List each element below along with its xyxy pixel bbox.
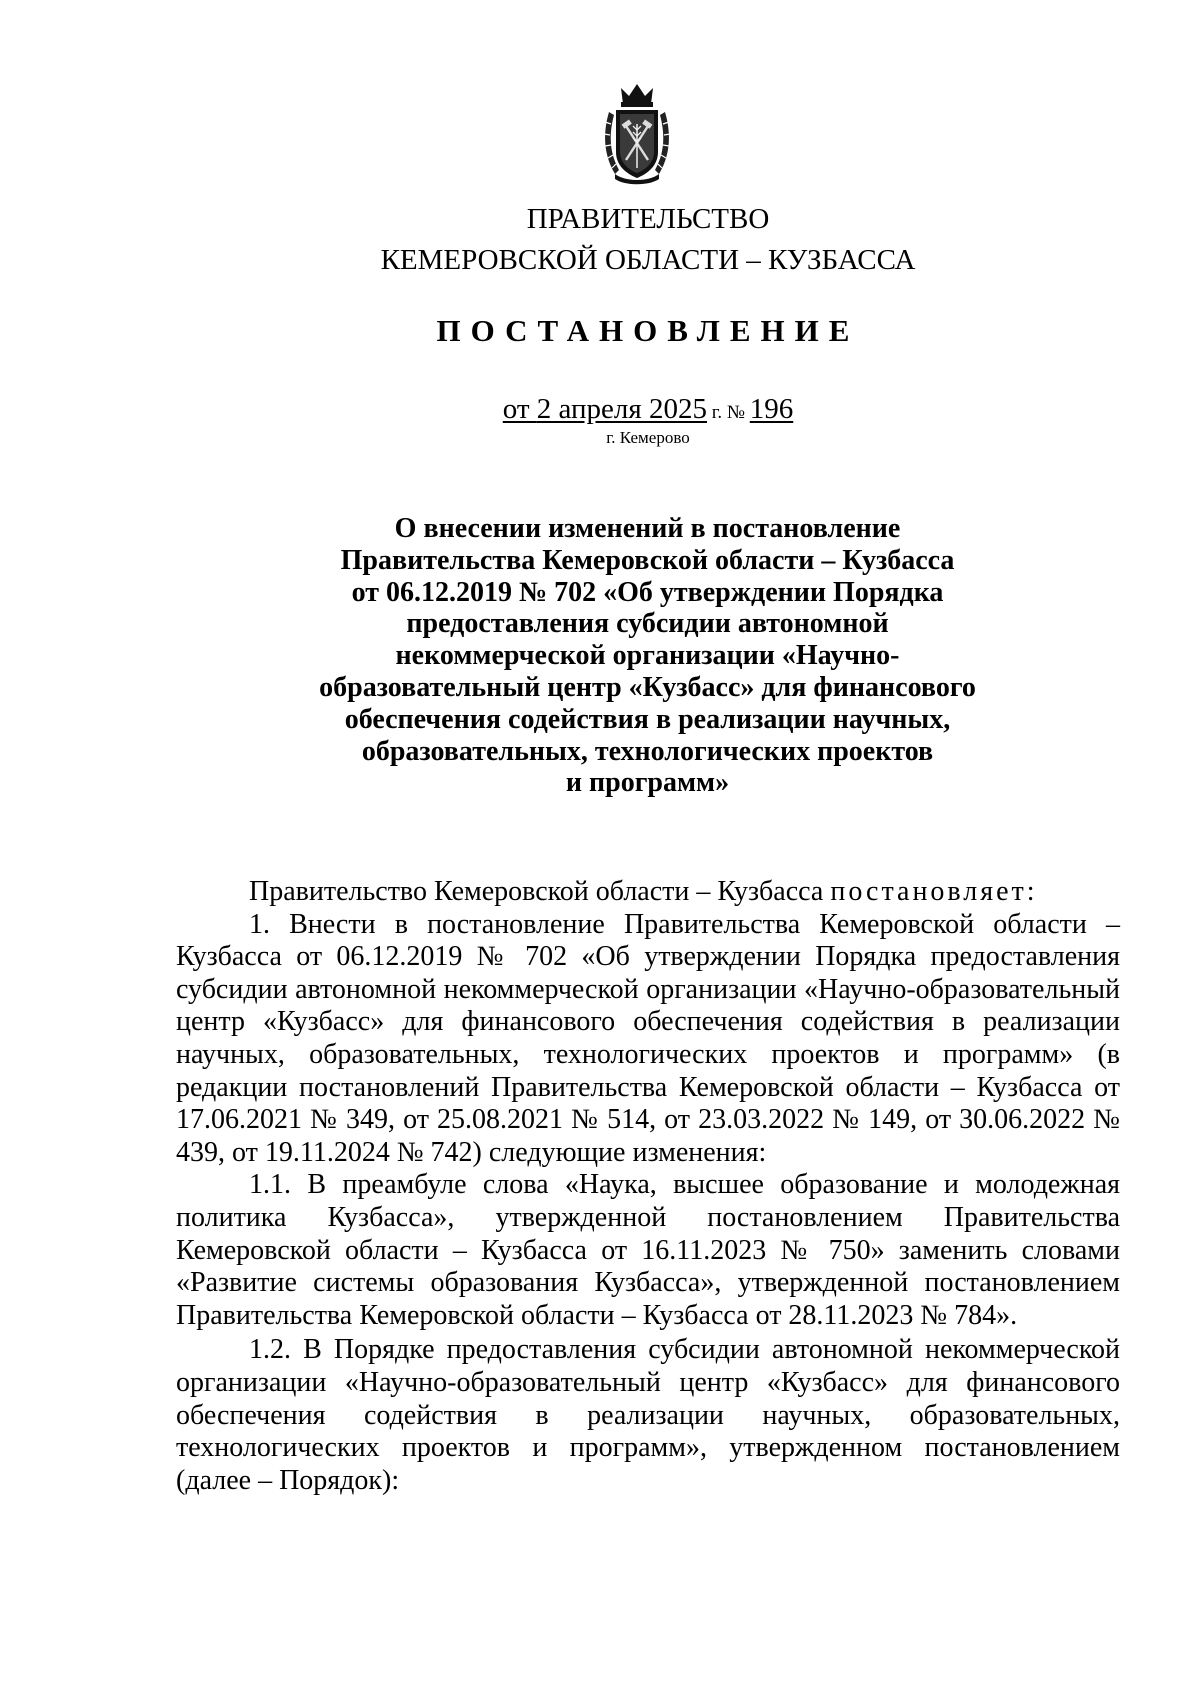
document-number: 196 (749, 393, 794, 425)
title-line: образовательных, технологических проектов (361, 735, 934, 767)
title-line: от 06.12.2019 № 702 «Об утверждении Порядка (351, 576, 944, 608)
year-number-label: г. № (706, 402, 750, 423)
title-line: предоставления субсидии автономной (406, 608, 889, 640)
date-prefix: от 2 апреля 2025 (502, 393, 707, 425)
title-line: Правительства Кемеровской области – Кузбасса (340, 544, 955, 576)
document-body (176, 876, 1120, 1497)
title-line: обеспечения содействия в реализации научных, (344, 703, 951, 735)
document-date: 2 апреля 2025 (536, 393, 707, 425)
city-label: г. Кемерово (606, 428, 690, 447)
date-number-line (48, 393, 1200, 429)
government-name-line2: КЕМЕРОВСКОЙ ОБЛАСТИ – КУЗБАССА (380, 244, 916, 276)
government-name-line1: ПРАВИТЕЛЬСТВО (526, 203, 770, 235)
document-type: ПОСТАНОВЛЕНИЕ (436, 313, 860, 348)
title-line: некоммерческой организации «Научно- (395, 640, 900, 672)
intro-paragraph: Правительство Кемеровской области – Кузбасса постановляет: (249, 876, 1038, 907)
paragraph-1-2: 1.2. В Порядке предоставления субсидии автономной некоммерческой организации «Научно-образовательный центр «Кузбасс» для финансового обеспечения содействия в реализации научных, образовательных, технологических проектов и программ», утвержденном постановлением (далее – Порядок): (176, 1334, 1120, 1496)
document-title (300, 513, 995, 799)
resolves-word: постановляет: (830, 876, 1038, 907)
title-line: и программ» (565, 767, 730, 799)
paragraph-1-1: 1.1. В преамбуле слова «Наука, высшее образование и молодежная политика Кузбасса», утвержденной постановлением Правительства Кемеровской области – Кузбасса от 16.11.2023 № 750» заменить словами «Развитие системы образования Кузбасса», утвержденной постановлением Правительства Кемеровской области – Кузбасса от 28.11.2023 № 784». (176, 1169, 1120, 1331)
paragraph-1: 1. Внести в постановление Правительства Кемеровской области – Кузбасса от 06.12.2019 № 702 «Об утверждении Порядка предоставления субсидии автономной некоммерческой организации «Научно-образовательный центр «Кузбасс» для финансового обеспечения содействия в реализации научных, образовательных, технологических проектов и программ» (в редакции постановлений Правительства Кемеровской области – Кузбасса от 17.06.2021 № 349, от 25.08.2021 № 514, от 23.03.2022 № 149, от 30.06.2022 № 439, от 19.11.2024 № 742) следующие изменения: (176, 908, 1120, 1168)
title-line: О внесении изменений в постановление (394, 513, 901, 544)
kemerovo-region-coat-of-arms-icon (601, 82, 673, 186)
title-line: образовательный центр «Кузбасс» для финансового (319, 671, 976, 703)
